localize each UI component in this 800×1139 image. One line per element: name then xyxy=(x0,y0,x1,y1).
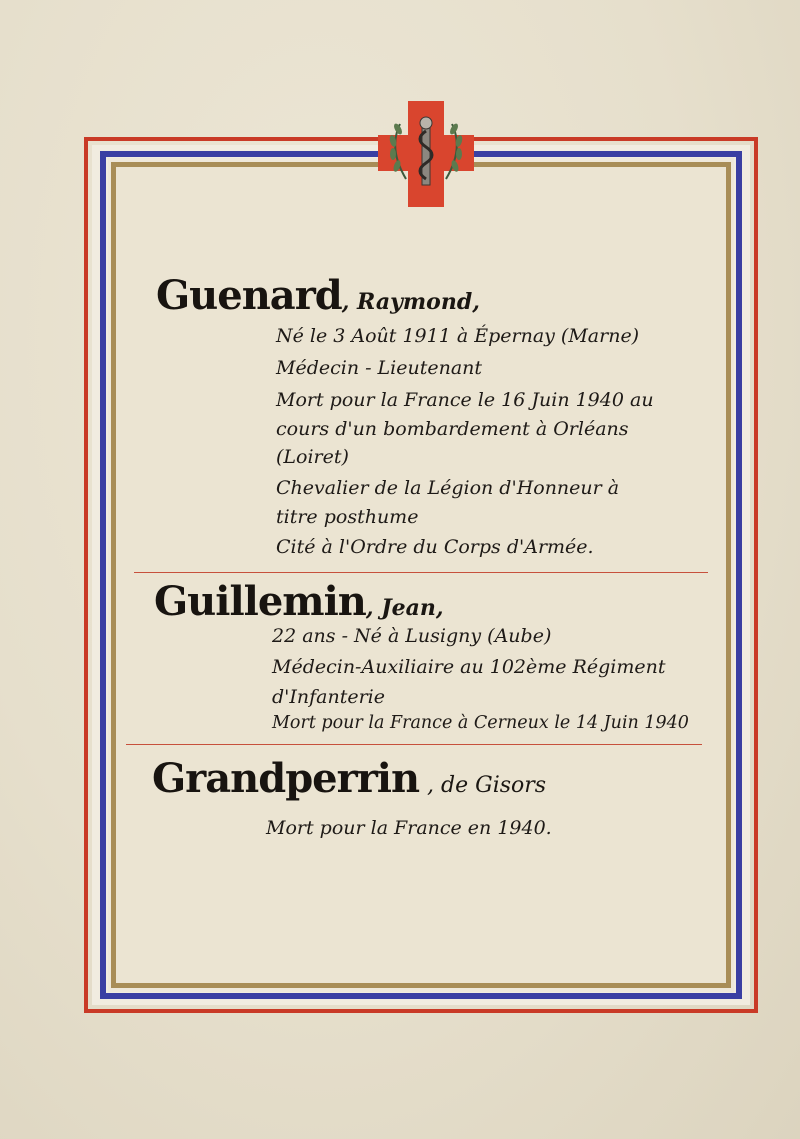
entry-line: (Loiret) xyxy=(276,446,349,468)
entry-line: Mort pour la France à Cerneux le 14 Juin 1940 xyxy=(272,713,689,733)
entry-line: Cité à l'Ordre du Corps d'Armée. xyxy=(276,536,594,558)
surname: Guillemin xyxy=(154,578,366,625)
entry-line: Médecin-Auxiliaire au 102ème Régiment xyxy=(272,656,666,678)
entry-line: Né le 3 Août 1911 à Épernay (Marne) xyxy=(276,325,640,347)
entry-line: 22 ans - Né à Lusigny (Aube) xyxy=(272,625,552,647)
separator-rule xyxy=(134,572,708,573)
surname: Guenard xyxy=(156,272,342,319)
entry-grandperrin-name xyxy=(152,755,546,802)
given-name: , Raymond, xyxy=(341,289,480,315)
entry-line: Mort pour la France le 16 Juin 1940 au xyxy=(276,389,654,411)
caduceus-red-cross-laurel-icon xyxy=(376,99,476,209)
given-name: , Jean, xyxy=(365,595,444,621)
entry-line: Mort pour la France en 1940. xyxy=(266,817,552,839)
entry-line: cours d'un bombardement à Orléans xyxy=(276,418,629,440)
given-name: , de Gisors xyxy=(427,773,547,798)
entry-line: titre posthume xyxy=(276,506,419,528)
entry-line: Chevalier de la Légion d'Honneur à xyxy=(276,477,620,499)
entry-line: d'Infanterie xyxy=(272,686,386,708)
surname: Grandperrin xyxy=(152,755,420,802)
separator-rule xyxy=(126,744,702,745)
entry-line: Médecin - Lieutenant xyxy=(276,357,483,379)
entry-guenard-name xyxy=(156,272,480,319)
entry-guillemin-name xyxy=(154,578,444,625)
